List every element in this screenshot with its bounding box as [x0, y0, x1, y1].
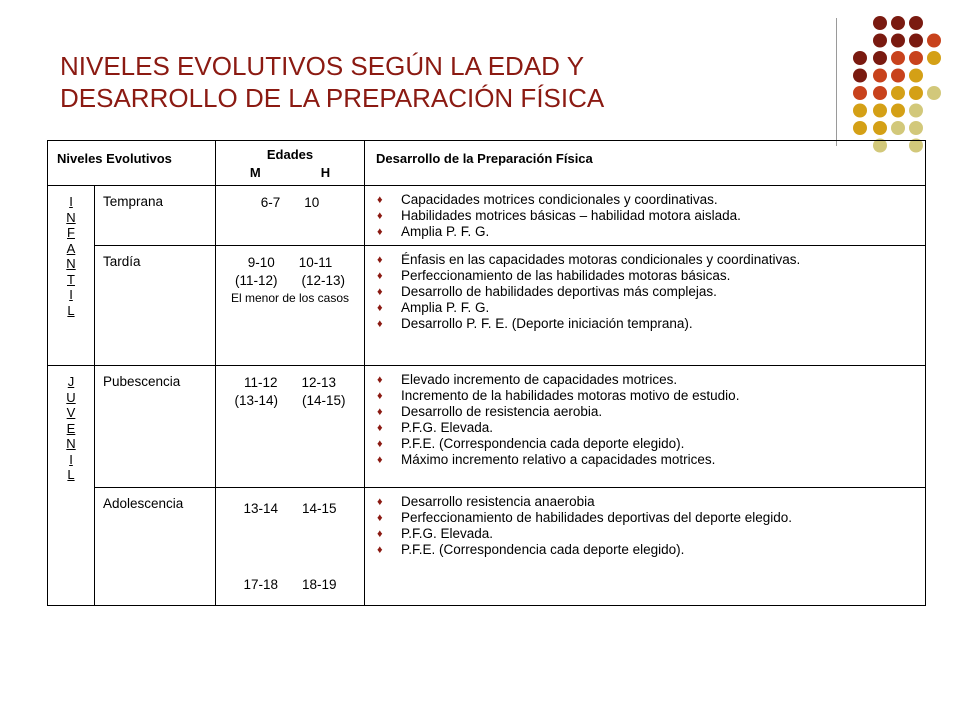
list-item: ♦ P.F.G. Elevada.: [377, 420, 917, 436]
decorative-dot: [909, 104, 923, 118]
decorative-dot: [873, 51, 887, 65]
decorative-dot: [891, 121, 905, 135]
list-item: ♦ P.F.E. (Correspondencia cada deporte elegido).: [377, 542, 917, 558]
adolescencia-ages: 13-14 14-15 17-18 18-19: [216, 488, 365, 606]
decorative-dot: [891, 69, 905, 83]
list-item: ♦ P.F.G. Elevada.: [377, 526, 917, 542]
list-item: ♦ Perfeccionamiento de las habilidades motoras básicas.: [377, 268, 917, 284]
decorative-dot: [909, 34, 923, 48]
decorative-dot: [927, 51, 941, 65]
decorative-dot: [873, 34, 887, 48]
temprana-desarrollo: [365, 186, 926, 246]
list-item: ♦ Incremento de la habilidades motoras motivo de estudio.: [377, 388, 917, 404]
pubescencia-ages: 11-12 12-13 (13-14) (14-15): [216, 366, 365, 488]
adolescencia-desarrollo: [365, 488, 926, 606]
decorative-dot: [909, 86, 923, 100]
tardia-desarrollo: [365, 246, 926, 366]
table-row: [48, 246, 926, 366]
table-row: [48, 186, 926, 246]
list-item: ♦ Elevado incremento de capacidades motrices.: [377, 372, 917, 388]
table-header-row: [48, 141, 926, 186]
juvenil-label: J U V E N I L: [48, 366, 95, 606]
decorative-dot: [873, 16, 887, 30]
header-edades: [216, 141, 365, 186]
list-item: ♦ Amplia P. F. G.: [377, 224, 917, 240]
table-row: [48, 488, 926, 606]
list-item: ♦ Desarrollo P. F. E. (Deporte iniciación temprana).: [377, 316, 917, 332]
list-item: ♦ Amplia P. F. G.: [377, 300, 917, 316]
decorative-dot: [891, 86, 905, 100]
title-line-2: DESARROLLO DE LA PREPARACIÓN FÍSICA: [60, 83, 605, 113]
decorative-dots: [0, 0, 960, 160]
pubescencia-desarrollo: [365, 366, 926, 488]
list-item: ♦ Desarrollo de resistencia aerobia.: [377, 404, 917, 420]
list-item: ♦ Máximo incremento relativo a capacidades motrices.: [377, 452, 917, 468]
decorative-dot: [909, 16, 923, 30]
levels-table: [47, 140, 926, 606]
temprana-label: Temprana: [95, 186, 216, 246]
list-item: ♦ Habilidades motrices básicas – habilidad motora aislada.: [377, 208, 917, 224]
tardia-label: Tardía: [95, 246, 216, 366]
header-desarrollo: Desarrollo de la Preparación Física: [365, 141, 926, 186]
header-h: H: [320, 165, 331, 180]
decorative-dot: [891, 34, 905, 48]
list-item: ♦ Desarrollo resistencia anaerobia: [377, 494, 917, 510]
tardia-ages: 9-10 10-11 (11-12) (12-13) El menor de los casos: [216, 246, 365, 366]
list-item: ♦ Énfasis en las capacidades motoras condicionales y coordinativas.: [377, 252, 917, 268]
decorative-dot: [853, 104, 867, 118]
decorative-dot: [891, 104, 905, 118]
decorative-dot: [891, 51, 905, 65]
adolescencia-label: Adolescencia: [95, 488, 216, 606]
list-item: ♦ Capacidades motrices condicionales y coordinativas.: [377, 192, 917, 208]
decorative-dot: [873, 121, 887, 135]
decorative-dot: [909, 51, 923, 65]
temprana-ages: 6-7 10: [216, 186, 365, 246]
title-line-1: NIVELES EVOLUTIVOS SEGÚN LA EDAD Y: [60, 51, 585, 81]
decorative-dot: [853, 51, 867, 65]
decorative-dot: [909, 69, 923, 83]
list-item: ♦ Desarrollo de habilidades deportivas más complejas.: [377, 284, 917, 300]
list-item: ♦ P.F.E. (Correspondencia cada deporte elegido).: [377, 436, 917, 452]
header-niveles: Niveles Evolutivos: [48, 141, 216, 186]
header-edades-label: Edades: [266, 147, 314, 162]
decorative-dot: [927, 86, 941, 100]
infantil-label: I N F A N T I L: [48, 186, 95, 366]
decorative-dot: [873, 69, 887, 83]
decorative-dot: [853, 86, 867, 100]
list-item: ♦ Perfeccionamiento de habilidades deportivas del deporte elegido.: [377, 510, 917, 526]
decorative-dot: [873, 86, 887, 100]
pubescencia-label: Pubescencia: [95, 366, 216, 488]
table-row: [48, 366, 926, 488]
decorative-dot: [873, 104, 887, 118]
decorative-dot: [909, 121, 923, 135]
decorative-dot: [927, 34, 941, 48]
decorative-dot: [853, 69, 867, 83]
decorative-dot: [891, 16, 905, 30]
decorative-dot: [853, 121, 867, 135]
header-m: M: [249, 165, 261, 180]
